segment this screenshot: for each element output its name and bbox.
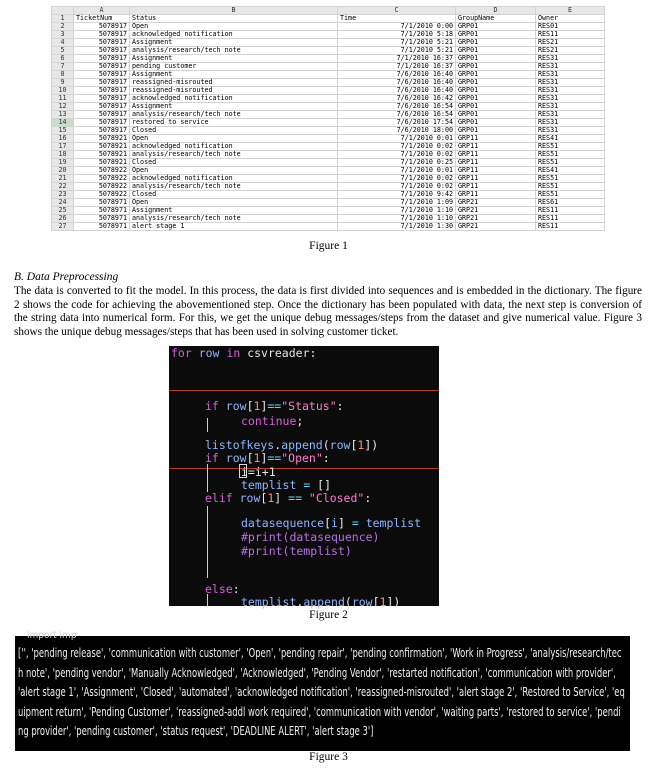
code-line — [241, 595, 400, 609]
code-token: ( — [322, 438, 330, 452]
table-cell[interactable]: 7/1/2010 1:30 — [338, 223, 456, 231]
table-cell[interactable]: RES41 — [536, 135, 605, 143]
row-number[interactable]: 27 — [52, 223, 74, 231]
row-number[interactable]: 17 — [52, 143, 74, 151]
code-line — [241, 516, 421, 530]
row-number[interactable]: 16 — [52, 135, 74, 143]
table-cell[interactable]: 7/1/2010 1:09 — [338, 199, 456, 207]
row-number[interactable]: 3 — [52, 31, 74, 39]
section-paragraph: The data is converted to fit the model. In this process, the data is first divided into sequences and is embedded in the dictionary. The figure 2 shows the code for achieving the abovementioned step. Once the dictionary has been populated with data, the next step is conversion of the string data into numerical form. For this, we get the unique debug messages/steps from the dataset and give numerical value. Figure 3 shows the unique debug messages/steps that has been used in solving customer ticket. — [14, 285, 642, 338]
row-number[interactable]: 5 — [52, 47, 74, 55]
code-token: templist — [241, 478, 304, 492]
table-cell[interactable]: GRP11 — [456, 151, 536, 159]
table-cell[interactable]: RES31 — [536, 111, 605, 119]
table-cell[interactable]: RES51 — [536, 175, 605, 183]
code-token: . — [274, 438, 282, 452]
table-cell[interactable]: 5078917 — [74, 71, 130, 79]
table-cell[interactable]: analysis/research/tech note — [130, 151, 338, 159]
table-cell[interactable]: RES21 — [536, 39, 605, 47]
table-cell[interactable]: Assignment — [130, 55, 338, 63]
table-cell[interactable]: 7/1/2010 0:25 — [338, 159, 456, 167]
table-cell[interactable]: GRP01 — [456, 39, 536, 47]
table-cell[interactable]: Open — [130, 23, 338, 31]
table-cell[interactable]: analysis/research/tech note — [130, 183, 338, 191]
table-cell[interactable]: Open — [130, 135, 338, 143]
table-cell[interactable]: 7/6/2010 16:40 — [338, 79, 456, 87]
column-letter[interactable]: C — [338, 7, 456, 15]
code-token: "Open" — [281, 451, 323, 465]
row-number[interactable]: 18 — [52, 151, 74, 159]
table-cell[interactable]: 5078921 — [74, 135, 130, 143]
table-cell[interactable]: RES01 — [536, 23, 605, 31]
table-cell[interactable]: RES21 — [536, 47, 605, 55]
table-cell[interactable]: 7/1/2010 0:01 — [338, 135, 456, 143]
code-line — [241, 478, 331, 492]
row-number[interactable]: 4 — [52, 39, 74, 47]
table-cell[interactable]: RES31 — [536, 71, 605, 79]
code-token: [] — [317, 478, 332, 492]
table-cell[interactable]: 5078971 — [74, 215, 130, 223]
row-number[interactable]: 20 — [52, 167, 74, 175]
code-token: append — [303, 595, 345, 609]
row-number[interactable]: 12 — [52, 103, 74, 111]
table-cell[interactable]: RES31 — [536, 119, 605, 127]
code-token: [ — [324, 516, 332, 530]
table-cell[interactable]: acknowledged notification — [130, 95, 338, 103]
row-number[interactable]: 23 — [52, 191, 74, 199]
table-cell[interactable]: 7/1/2010 9:42 — [338, 191, 456, 199]
code-token: row — [329, 438, 351, 452]
code-token: [ — [350, 438, 358, 452]
row-number[interactable]: 15 — [52, 127, 74, 135]
table-cell[interactable]: 5078917 — [74, 55, 130, 63]
row-number[interactable]: 22 — [52, 183, 74, 191]
table-cell[interactable]: RES11 — [536, 223, 605, 231]
table-cell[interactable]: 7/1/2010 0:00 — [338, 23, 456, 31]
table-cell[interactable]: GRP01 — [456, 23, 536, 31]
table-cell[interactable]: RES11 — [536, 215, 605, 223]
code-token: #print(datasequence) — [241, 530, 380, 544]
row-number[interactable]: 1 — [52, 15, 74, 23]
table-cell[interactable]: GRP01 — [456, 127, 536, 135]
row-number[interactable]: 14 — [52, 119, 74, 127]
code-token: 1 — [267, 491, 275, 505]
code-token: if — [205, 451, 226, 465]
table-cell[interactable]: acknowledged notification — [130, 143, 338, 151]
editor-divider — [169, 468, 439, 469]
code-line — [205, 582, 240, 596]
code-token: == — [267, 399, 282, 413]
table-cell[interactable]: GRP11 — [456, 143, 536, 151]
table-cell[interactable]: 5078917 — [74, 47, 130, 55]
column-letter[interactable]: E — [536, 7, 605, 15]
table-cell[interactable]: 5078917 — [74, 39, 130, 47]
table-cell[interactable]: GRP01 — [456, 47, 536, 55]
code-token: = — [351, 516, 366, 530]
table-cell[interactable]: RES31 — [536, 103, 605, 111]
table-cell[interactable]: 7/1/2010 0:02 — [338, 175, 456, 183]
code-token: row — [225, 451, 247, 465]
figure3-caption: Figure 3 — [309, 751, 348, 763]
table-cell[interactable]: 5078921 — [74, 159, 130, 167]
table-cell[interactable]: Assignment — [130, 71, 338, 79]
table-cell[interactable]: 5078922 — [74, 167, 130, 175]
table-cell[interactable]: 5078922 — [74, 183, 130, 191]
table-cell[interactable]: 7/6/2010 16:54 — [338, 103, 456, 111]
table-cell[interactable]: GRP21 — [456, 207, 536, 215]
table-cell[interactable]: 7/1/2010 1:10 — [338, 207, 456, 215]
table-cell[interactable]: 7/1/2010 0:02 — [338, 151, 456, 159]
code-token: for — [171, 346, 199, 360]
code-token: 1 — [253, 451, 261, 465]
figure3-console-output — [15, 630, 630, 751]
table-cell[interactable]: 7/1/2010 16:37 — [338, 55, 456, 63]
row-number[interactable]: 19 — [52, 159, 74, 167]
code-token: : — [336, 399, 344, 413]
row-number[interactable]: 8 — [52, 71, 74, 79]
table-cell[interactable]: RES51 — [536, 159, 605, 167]
table-cell[interactable]: 5078917 — [74, 79, 130, 87]
table-cell[interactable]: GRP01 — [456, 79, 536, 87]
table-cell[interactable]: GRP01 — [456, 87, 536, 95]
console-text: ['', 'pending release', 'communication with customer', 'Open', 'pending repair', 'pending confirmation', 'Work in Progress', 'analysis/research/tech note', 'pending vendor', 'Manually Acknowledged', 'Acknowledged', 'Pending Vendor', 'restarted notification', 'communication with provider', 'alert stage 1', 'Assignment', 'Closed', 'automated', 'acknowledged notification', 'reassigned-misrouted', 'alert stage 2', 'Restored to Service', 'equipment return', 'Pending Customer', 'reassigned-addl work required', 'communication with vendor', 'waiting parts', 'restored to service', 'pending provider', 'pending customer', 'status request', 'DEADLINE ALERT', 'alert stage 3'] — [18, 646, 625, 738]
code-token: row — [351, 595, 373, 609]
table-cell[interactable]: GRP21 — [456, 223, 536, 231]
table-cell[interactable]: RES61 — [536, 199, 605, 207]
table-cell[interactable]: reassigned-misrouted — [130, 79, 338, 87]
table-cell[interactable]: RES51 — [536, 151, 605, 159]
table-cell[interactable]: RES31 — [536, 79, 605, 87]
code-token: append — [281, 438, 323, 452]
code-token: i — [331, 516, 338, 530]
column-letter[interactable]: A — [74, 7, 130, 15]
table-cell[interactable]: Closed — [130, 191, 338, 199]
code-token: listofkeys — [205, 438, 275, 452]
row-number[interactable]: 11 — [52, 95, 74, 103]
table-cell[interactable]: 5078971 — [74, 199, 130, 207]
code-token: ]) — [386, 595, 401, 609]
row-number[interactable]: 13 — [52, 111, 74, 119]
indent-guide — [207, 464, 208, 492]
code-line — [241, 530, 379, 544]
code-token: : — [364, 491, 372, 505]
table-row — [52, 223, 605, 231]
table-cell[interactable]: 7/1/2010 5:21 — [338, 47, 456, 55]
code-token: csvreader: — [247, 346, 317, 360]
table-cell[interactable]: GRP11 — [456, 159, 536, 167]
editor-divider — [169, 390, 439, 391]
row-number[interactable]: 26 — [52, 215, 74, 223]
table-cell[interactable]: GRP01 — [456, 71, 536, 79]
figure1-caption: Figure 1 — [309, 240, 348, 252]
table-cell[interactable]: 7/1/2010 0:01 — [338, 167, 456, 175]
table-cell[interactable]: restored to service — [130, 119, 338, 127]
figure2-code-editor — [169, 346, 439, 609]
figure2-caption: Figure 2 — [309, 609, 348, 621]
table-cell[interactable]: RES11 — [536, 31, 605, 39]
code-token: ] — [337, 516, 352, 530]
code-token: elif — [205, 491, 240, 505]
code-token: row — [225, 399, 247, 413]
code-line — [171, 346, 316, 360]
code-token: templist — [241, 595, 297, 609]
code-line — [241, 465, 276, 479]
row-number[interactable]: 9 — [52, 79, 74, 87]
figure1-spreadsheet — [51, 6, 605, 231]
table-cell[interactable]: GRP01 — [456, 31, 536, 39]
code-token: ] — [260, 399, 268, 413]
table-cell[interactable]: analysis/research/tech note — [130, 215, 338, 223]
table-cell[interactable]: Assignment — [130, 207, 338, 215]
table-cell[interactable]: 5078922 — [74, 175, 130, 183]
code-token: ] — [274, 491, 289, 505]
code-token: #print(templist) — [241, 544, 352, 558]
table-cell[interactable]: GRP01 — [456, 111, 536, 119]
table-cell[interactable]: 7/6/2010 16:40 — [338, 87, 456, 95]
table-cell[interactable]: 5078917 — [74, 23, 130, 31]
row-number[interactable]: 10 — [52, 87, 74, 95]
table-cell[interactable]: 7/6/2010 16:54 — [338, 111, 456, 119]
table-cell[interactable]: 5078971 — [74, 207, 130, 215]
table-cell[interactable]: RES11 — [536, 207, 605, 215]
code-token: ]) — [364, 438, 379, 452]
code-token: templist — [365, 516, 422, 530]
table-cell[interactable]: 7/6/2010 16:40 — [338, 71, 456, 79]
table-cell[interactable]: GRP11 — [456, 135, 536, 143]
section-heading: B. Data Preprocessing — [14, 271, 119, 283]
code-token: [ — [246, 399, 254, 413]
table-cell[interactable]: GRP11 — [456, 175, 536, 183]
table-cell[interactable]: 5078917 — [74, 127, 130, 135]
table-cell[interactable]: Open — [130, 199, 338, 207]
table-cell[interactable]: TicketNum — [74, 15, 130, 23]
code-token: if — [205, 399, 226, 413]
table-cell[interactable]: RES51 — [536, 183, 605, 191]
code-token: row — [198, 346, 227, 360]
table-cell[interactable]: 7/6/2010 18:00 — [338, 127, 456, 135]
table-cell[interactable]: Owner — [536, 15, 605, 23]
code-token: row — [239, 491, 261, 505]
table-cell[interactable]: acknowledged notification — [130, 175, 338, 183]
table-cell[interactable]: 5078917 — [74, 87, 130, 95]
code-line — [241, 414, 303, 428]
table-cell[interactable]: RES51 — [536, 143, 605, 151]
column-letter[interactable]: B — [130, 7, 338, 15]
table-cell[interactable]: Closed — [130, 127, 338, 135]
code-line — [205, 399, 344, 413]
code-token: datasequence — [241, 516, 325, 530]
table-cell[interactable]: Open — [130, 167, 338, 175]
table-cell[interactable]: 5078921 — [74, 143, 130, 151]
row-number[interactable]: 2 — [52, 23, 74, 31]
table-cell[interactable]: Closed — [130, 159, 338, 167]
table-cell[interactable]: 7/6/2010 17:54 — [338, 119, 456, 127]
code-token: : — [232, 582, 240, 596]
table-cell[interactable]: GRP01 — [456, 103, 536, 111]
code-token: 1 — [357, 438, 365, 452]
table-cell[interactable]: RES31 — [536, 95, 605, 103]
code-token: . — [296, 595, 304, 609]
indent-guide — [207, 506, 208, 578]
table-cell[interactable]: 5078971 — [74, 223, 130, 231]
row-number[interactable]: 7 — [52, 63, 74, 71]
table-cell[interactable]: GRP01 — [456, 55, 536, 63]
code-line — [205, 438, 378, 452]
table-cell[interactable]: 5078917 — [74, 31, 130, 39]
row-number[interactable]: 21 — [52, 175, 74, 183]
table-cell[interactable]: 5078922 — [74, 191, 130, 199]
table-cell[interactable]: RES51 — [536, 191, 605, 199]
row-number[interactable]: 25 — [52, 207, 74, 215]
code-token: [ — [372, 595, 380, 609]
table-cell[interactable]: 7/1/2010 5:18 — [338, 31, 456, 39]
table-cell[interactable]: RES31 — [536, 55, 605, 63]
table-cell[interactable]: GRP11 — [456, 183, 536, 191]
code-token: in — [226, 346, 248, 360]
table-cell[interactable]: analysis/research/tech note — [130, 111, 338, 119]
code-token: [ — [246, 451, 254, 465]
table-cell[interactable]: GRP01 — [456, 119, 536, 127]
table-cell[interactable]: reassigned-misrouted — [130, 87, 338, 95]
table-cell[interactable]: Assignment — [130, 39, 338, 47]
table-cell[interactable]: acknowledged notification — [130, 31, 338, 39]
table-cell[interactable]: 7/1/2010 5:21 — [338, 39, 456, 47]
table-cell[interactable]: GRP11 — [456, 191, 536, 199]
code-token: "Closed" — [308, 491, 365, 505]
table-cell[interactable]: RES41 — [536, 167, 605, 175]
code-token: 1 — [379, 595, 387, 609]
code-line — [205, 491, 371, 505]
table-cell[interactable]: 7/1/2010 0:02 — [338, 143, 456, 151]
table-cell[interactable]: Status — [130, 15, 338, 23]
table-cell[interactable]: 5078917 — [74, 103, 130, 111]
table-cell[interactable]: RES31 — [536, 127, 605, 135]
code-token: ; — [296, 414, 304, 428]
row-number[interactable]: 24 — [52, 199, 74, 207]
code-token: 1 — [253, 399, 261, 413]
code-line — [205, 451, 330, 465]
table-cell[interactable]: analysis/research/tech note — [130, 47, 338, 55]
table-cell[interactable]: GRP01 — [456, 95, 536, 103]
code-token: "Status" — [281, 399, 337, 413]
code-token: continue — [241, 414, 297, 428]
code-token: ] — [260, 451, 268, 465]
column-letter[interactable]: D — [456, 7, 536, 15]
code-token: [ — [260, 491, 268, 505]
code-token: i=i+1 — [241, 465, 276, 479]
table-cell[interactable]: RES31 — [536, 87, 605, 95]
code-token: else — [205, 582, 233, 596]
code-token: == — [288, 491, 309, 505]
table-cell[interactable]: GroupName — [456, 15, 536, 23]
table-cell[interactable]: 7/6/2010 16:42 — [338, 95, 456, 103]
table-cell[interactable]: 5078917 — [74, 95, 130, 103]
table-cell[interactable]: RES31 — [536, 63, 605, 71]
table-cell[interactable]: GRP21 — [456, 215, 536, 223]
table-cell[interactable]: 7/1/2010 1:10 — [338, 215, 456, 223]
row-number[interactable]: 6 — [52, 55, 74, 63]
code-line — [241, 544, 352, 558]
table-cell[interactable]: alert stage 1 — [130, 223, 338, 231]
table-cell[interactable]: 5078921 — [74, 151, 130, 159]
indent-guide — [207, 418, 208, 432]
code-token: : — [322, 451, 330, 465]
table-cell[interactable]: pending customer — [130, 63, 338, 71]
console-header: import imp — [27, 630, 77, 641]
table-cell[interactable]: Time — [338, 15, 456, 23]
table-cell[interactable]: Assignment — [130, 103, 338, 111]
code-token: ( — [344, 595, 352, 609]
table-cell[interactable]: 5078917 — [74, 119, 130, 127]
table-cell[interactable]: 7/1/2010 0:02 — [338, 183, 456, 191]
table-cell[interactable]: 5078917 — [74, 63, 130, 71]
table-cell[interactable]: GRP11 — [456, 167, 536, 175]
table-cell[interactable]: GRP21 — [456, 199, 536, 207]
table-cell[interactable]: 7/1/2010 16:37 — [338, 63, 456, 71]
code-token: == — [267, 451, 282, 465]
code-token: = — [303, 478, 318, 492]
table-cell[interactable]: 5078917 — [74, 111, 130, 119]
table-cell[interactable]: GRP01 — [456, 63, 536, 71]
